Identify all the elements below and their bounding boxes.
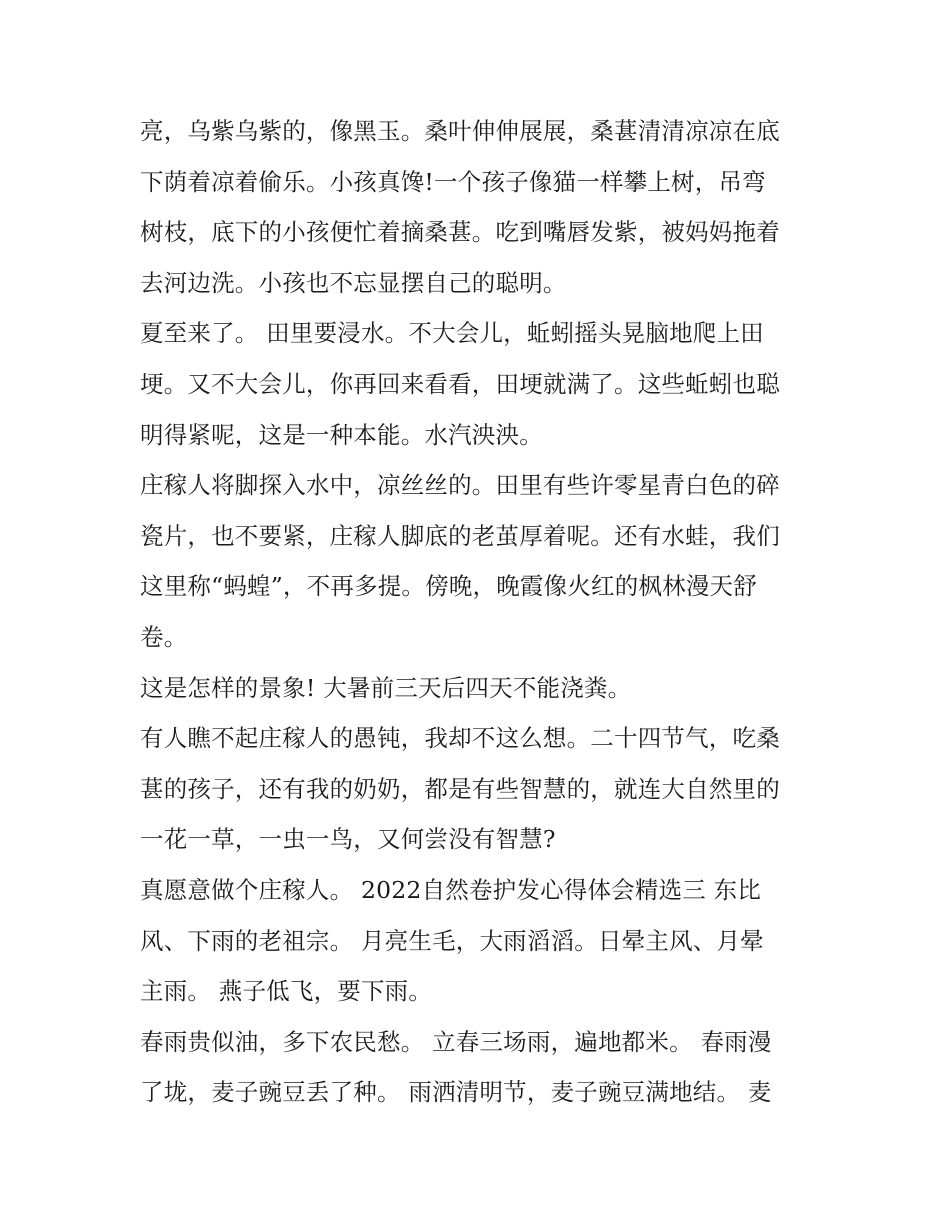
text-line: 庄稼人将脚探入水中，凉丝丝的。田里有些许零星青白色的碎 bbox=[140, 471, 780, 500]
text-line: 去河边洗。小孩也不忘显摆自己的聪明。 bbox=[140, 268, 567, 297]
text-line: 风、下雨的老祖宗。 月亮生毛，大雨滔滔。日晕主风、月晕 bbox=[140, 926, 764, 955]
text-line: 下荫着凉着偷乐。小孩真馋!一个孩子像猫一样攀上树，吊弯 bbox=[140, 167, 766, 196]
text-line: 主雨。 燕子低飞，要下雨。 bbox=[140, 977, 433, 1006]
text-line: 埂。又不大会儿，你再回来看看，田埂就满了。这些蚯蚓也聪 bbox=[140, 369, 780, 398]
text-line: 葚的孩子，还有我的奶奶，都是有些智慧的，就连大自然里的 bbox=[140, 774, 780, 803]
text-line: 明得紧呢，这是一种本能。水汽泱泱。 bbox=[140, 420, 543, 449]
text-line: 一花一草，一虫一鸟，又何尝没有智慧? bbox=[140, 825, 556, 854]
text-line: 真愿意做个庄稼人。 2022自然卷护发心得体会精选三 东比 bbox=[140, 875, 762, 904]
text-line: 春雨贵似油，多下农民愁。 立春三场雨，遍地都米。 春雨漫 bbox=[140, 1027, 772, 1056]
text-line: 瓷片，也不要紧，庄稼人脚底的老茧厚着呢。还有水蛙，我们 bbox=[140, 521, 780, 550]
text-line: 夏至来了。 田里要浸水。不大会儿，蚯蚓摇头晃脑地爬上田 bbox=[140, 319, 764, 348]
text-line: 有人瞧不起庄稼人的愚钝，我却不这么想。二十四节气，吃桑 bbox=[140, 724, 780, 753]
text-line: 这是怎样的景象! 大暑前三天后四天不能浇粪。 bbox=[140, 673, 632, 702]
document-body bbox=[140, 106, 820, 1118]
text-line: 了垅，麦子豌豆丢了种。 雨洒清明节，麦子豌豆满地结。 麦 bbox=[140, 1078, 772, 1107]
text-line: 卷。 bbox=[140, 622, 188, 651]
text-line: 亮，乌紫乌紫的，像黑玉。桑叶伸伸展展，桑葚清清凉凉在底 bbox=[140, 117, 780, 145]
text-line: 树枝，底下的小孩便忙着摘桑葚。吃到嘴唇发紫，被妈妈拖着 bbox=[140, 218, 780, 247]
text-line: 这里称“蚂蝗”，不再多提。傍晚，晚霞像火红的枫林漫天舒 bbox=[140, 572, 757, 601]
